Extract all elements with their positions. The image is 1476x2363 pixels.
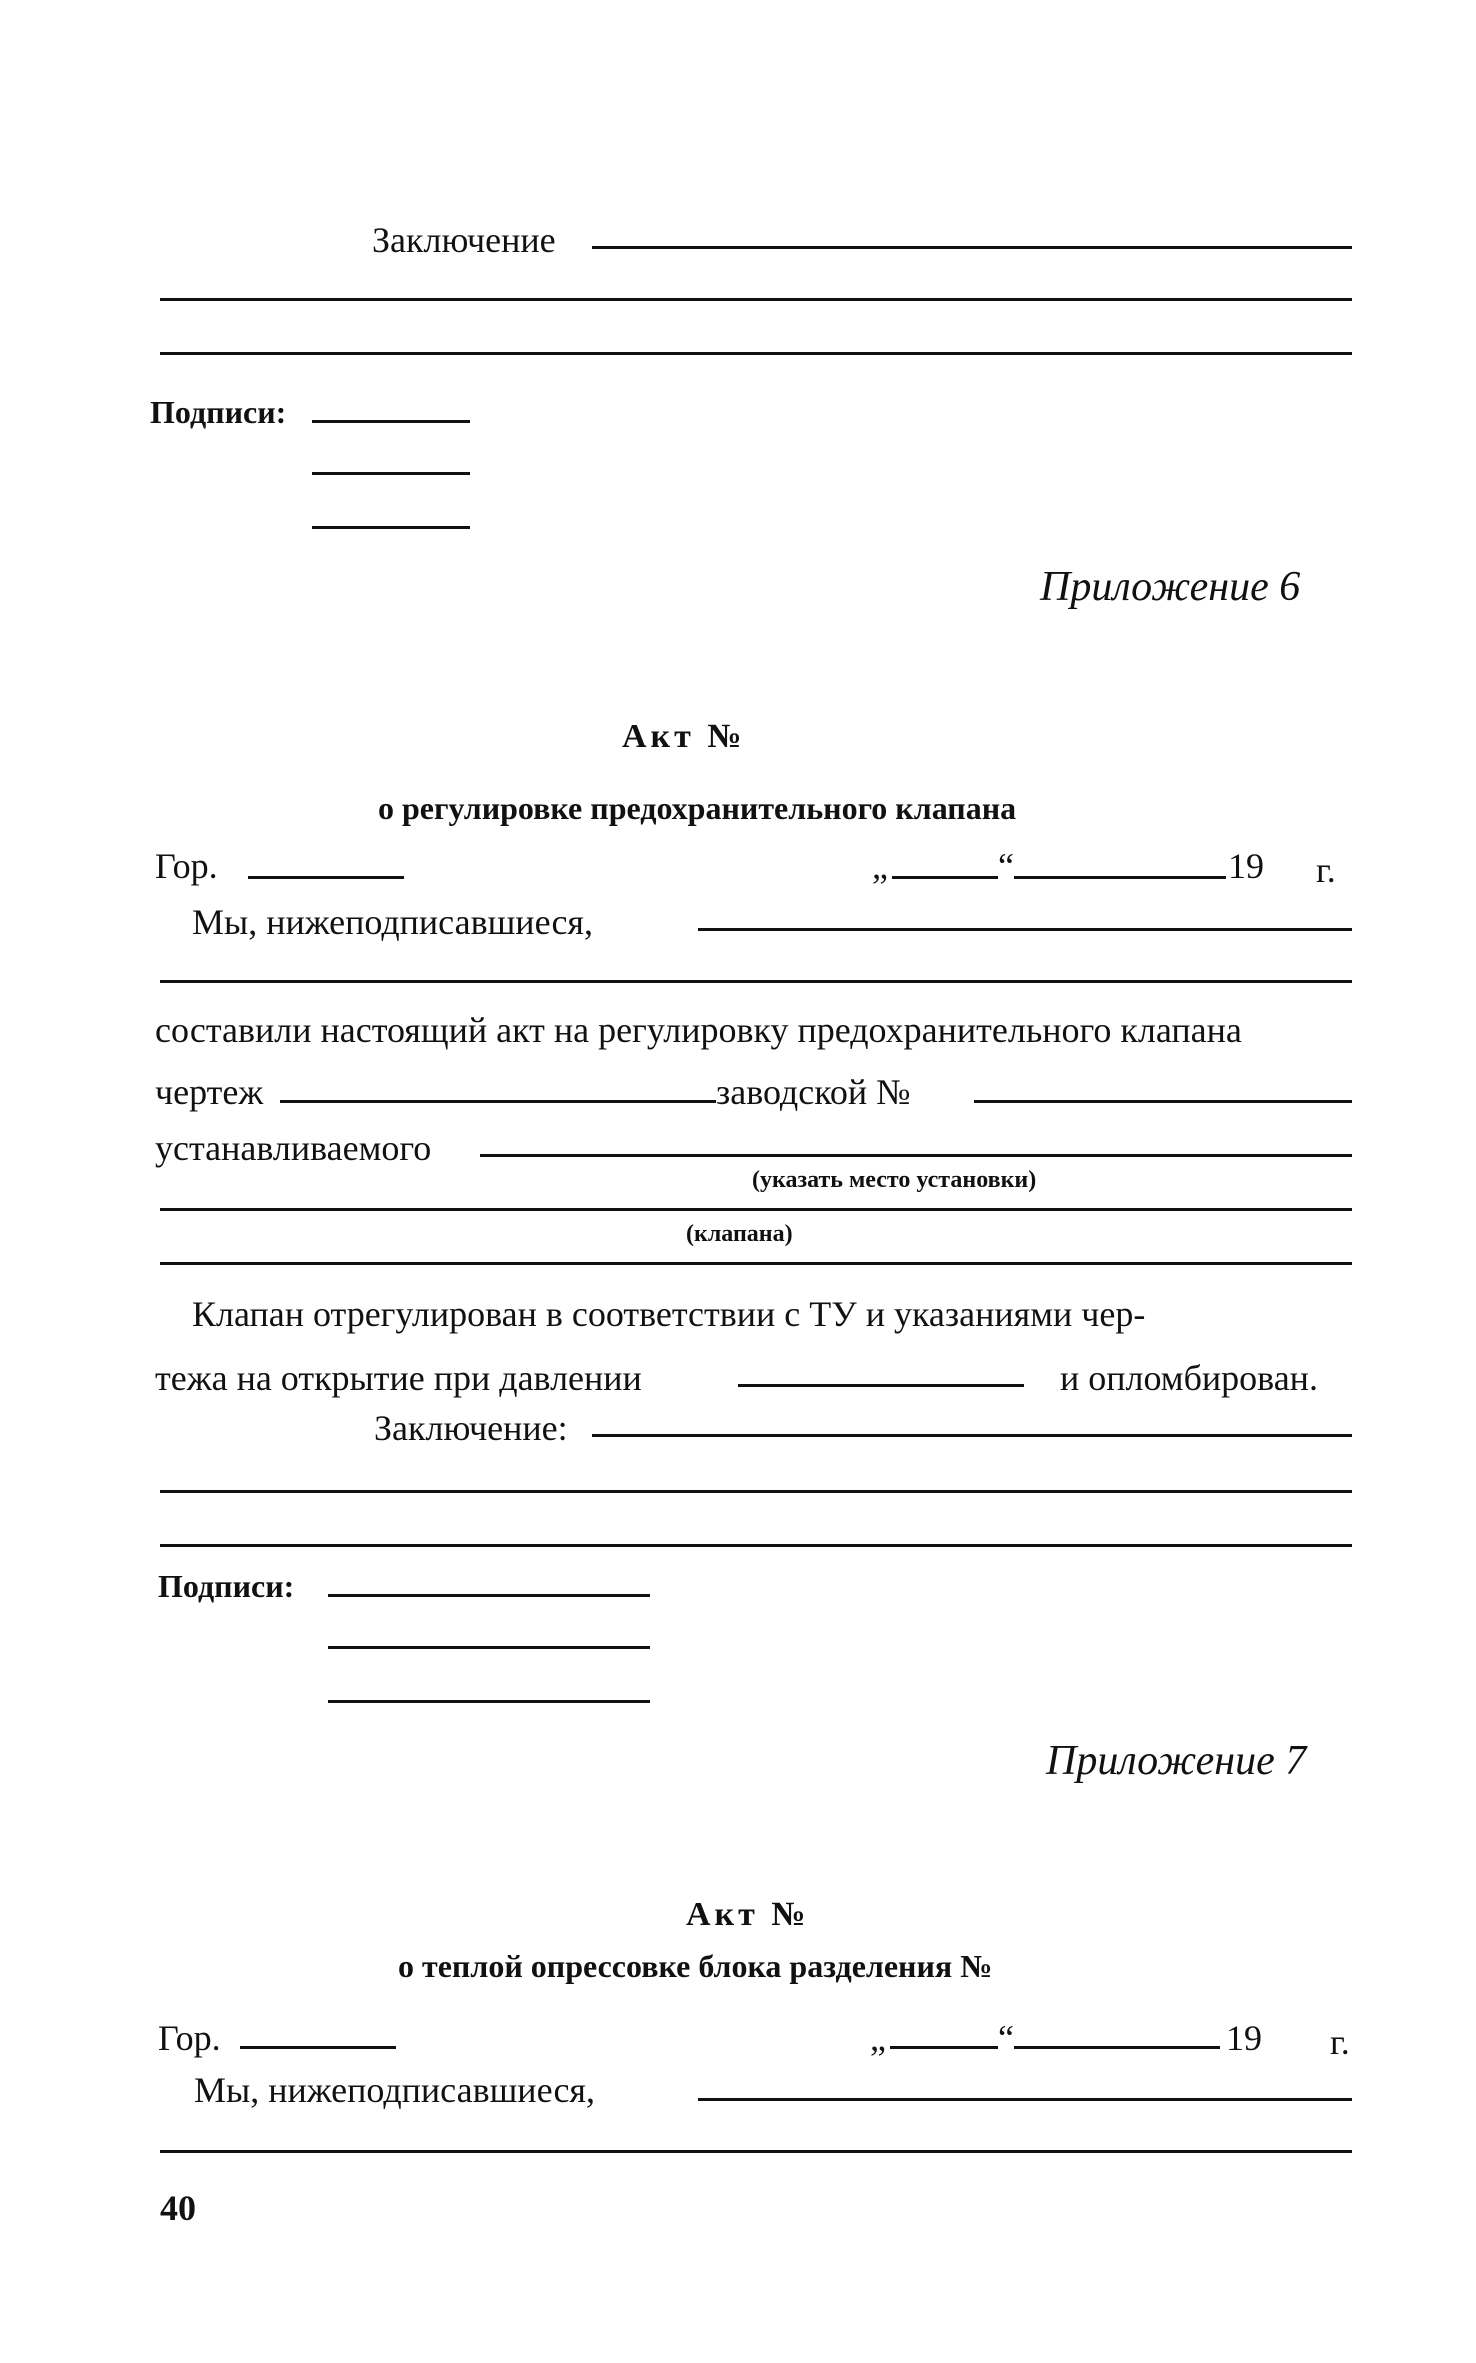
signatures-label: Подписи: <box>150 394 287 430</box>
conclusion-label: Заключение <box>372 220 556 260</box>
undersigned-line[interactable] <box>160 2150 1352 2153</box>
conclusion-line[interactable] <box>160 1544 1352 1547</box>
factory-number-label: заводской № <box>716 1072 911 1112</box>
undersigned-line[interactable] <box>698 2098 1352 2101</box>
undersigned-label: Мы, нижеподписавшиеся, <box>192 902 593 942</box>
date-year: 19 <box>1226 2018 1262 2058</box>
valve-hint: (клапана) <box>686 1221 793 1247</box>
undersigned-line[interactable] <box>698 928 1352 931</box>
undersigned-label: Мы, нижеподписавшиеся, <box>194 2070 595 2110</box>
date-quote-open: „ <box>872 846 888 886</box>
undersigned-line[interactable] <box>160 980 1352 983</box>
act-subtitle: о регулировке предохранительного клапана <box>378 790 1017 826</box>
installed-location-field[interactable] <box>480 1154 1352 1157</box>
valve-line[interactable] <box>160 1262 1352 1265</box>
date-year-suffix: г. <box>1316 850 1336 890</box>
signature-line[interactable] <box>312 526 470 529</box>
location-hint: (указать место установки) <box>752 1167 1037 1193</box>
date-quote-open: „ <box>870 2018 886 2058</box>
conclusion-line[interactable] <box>160 298 1352 301</box>
compiled-text: составили настоящий акт на регулировку предохранительного клапана <box>155 1010 1242 1050</box>
valve-text-line-1: Клапан отрегулирован в соответствии с ТУ и указаниями чер- <box>192 1294 1146 1334</box>
page-number: 40 <box>160 2188 196 2228</box>
valve-text-line-2b: и опломбирован. <box>1060 1358 1318 1398</box>
installed-label: устанавливаемого <box>155 1128 432 1168</box>
date-day-field[interactable] <box>892 876 998 879</box>
date-month-field[interactable] <box>1014 876 1226 879</box>
city-field[interactable] <box>248 876 404 879</box>
act-title: Акт № <box>622 718 746 755</box>
date-year: 19 <box>1228 846 1264 886</box>
city-field[interactable] <box>240 2046 396 2049</box>
city-label: Гор. <box>158 2018 221 2058</box>
date-month-field[interactable] <box>1014 2046 1220 2049</box>
signature-line[interactable] <box>328 1646 650 1649</box>
signature-line[interactable] <box>328 1594 650 1597</box>
factory-number-field[interactable] <box>974 1100 1352 1103</box>
conclusion-line[interactable] <box>592 246 1352 249</box>
conclusion-label: Заключение: <box>374 1408 568 1448</box>
signature-line[interactable] <box>312 472 470 475</box>
date-day-field[interactable] <box>890 2046 998 2049</box>
date-quote-close: “ <box>998 2018 1014 2058</box>
appendix-heading: Приложение 6 <box>1040 564 1301 610</box>
pressure-field[interactable] <box>738 1384 1024 1387</box>
valve-field[interactable] <box>160 1208 1352 1211</box>
drawing-field[interactable] <box>280 1100 716 1103</box>
drawing-label: чертеж <box>155 1072 264 1112</box>
conclusion-line[interactable] <box>592 1434 1352 1437</box>
date-quote-close: “ <box>998 846 1014 886</box>
act-subtitle: о теплой опрессовке блока разделения № <box>398 1948 993 1984</box>
act-title: Акт № <box>686 1896 810 1933</box>
conclusion-line[interactable] <box>160 352 1352 355</box>
signature-line[interactable] <box>312 420 470 423</box>
signatures-label: Подписи: <box>158 1568 295 1604</box>
city-label: Гор. <box>155 846 218 886</box>
conclusion-line[interactable] <box>160 1490 1352 1493</box>
signature-line[interactable] <box>328 1700 650 1703</box>
valve-text-line-2a: тежа на открытие при давлении <box>155 1358 642 1398</box>
date-year-suffix: г. <box>1330 2022 1350 2062</box>
appendix-heading: Приложение 7 <box>1046 1738 1307 1784</box>
